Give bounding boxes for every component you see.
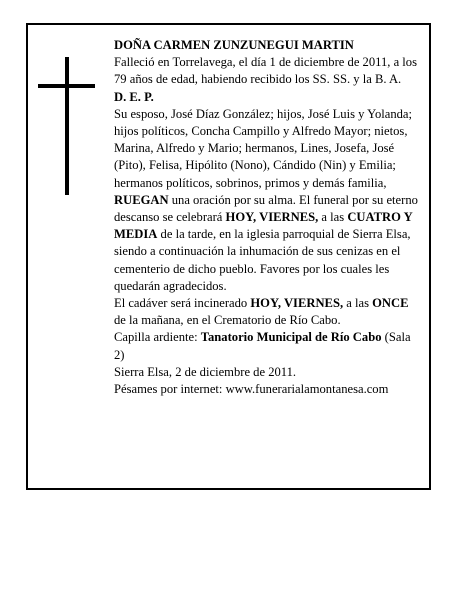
place-date: Sierra Elsa, 2 de diciembre de 2011. [114, 364, 297, 379]
chapel-paragraph [114, 329, 422, 363]
deceased-name: DOÑA CARMEN ZUNZUNEGUI MARTIN [114, 38, 354, 52]
funeral-text-1: una oración por su alma. El funeral por su eterno descanso se celebrará [114, 192, 418, 225]
ruegan-word: RUEGAN [114, 192, 169, 207]
funeral-text-2: a las [318, 210, 348, 225]
chapel-text-1: Capilla ardiente: [114, 330, 201, 345]
cremation-paragraph [114, 295, 422, 329]
cremation-text-2: a las [343, 296, 373, 311]
funeral-paragraph [114, 192, 422, 295]
funeral-text-3: de la tarde, en la iglesia parroquial de Sierra Elsa, siendo a continuación la inhumación de sus cenizas en el cementerio de dicho pueblo. Favores por los cuales les quedarán agradecidos. [114, 227, 411, 293]
dep-line: D. E. P. [114, 89, 154, 104]
cremation-text-1: El cadáver será incinerado [114, 296, 251, 311]
funeral-day: HOY, VIERNES, [225, 210, 319, 225]
chapel-text-2: (Sala 2) [114, 330, 411, 362]
cremation-text-3: de la mañana, en el Crematorio de Río Cabo. [114, 313, 341, 328]
condolences-line: Pésames por internet: www.funerarialamontanesa.com [114, 382, 389, 397]
cross-icon-bar [38, 84, 95, 88]
cross-icon [65, 57, 69, 195]
obituary-text [114, 37, 422, 398]
family-list: Su esposo, José Díaz González; hijos, José Luis y Yolanda; hijos políticos, Concha Campillo y Alfredo Mayor; nietos, Marina, Alfredo y Mario; hermanos, Lines, Josefa, José (Pito), Felisa, Hipólito (Nono), Cándido (Nin) y Emilia; hermanos políticos, sobrinos, primos y demás familia, [114, 106, 413, 190]
cremation-time: ONCE [372, 296, 409, 311]
death-notice: Falleció en Torrelavega, el día 1 de diciembre de 2011, a los 79 años de edad, habiendo recibido los SS. SS. y la B. A. [114, 55, 418, 87]
chapel-place: Tanatorio Municipal de Río Cabo [200, 330, 382, 345]
funeral-time: CUATRO Y MEDIA [114, 210, 413, 242]
cremation-day: HOY, VIERNES, [250, 296, 344, 311]
